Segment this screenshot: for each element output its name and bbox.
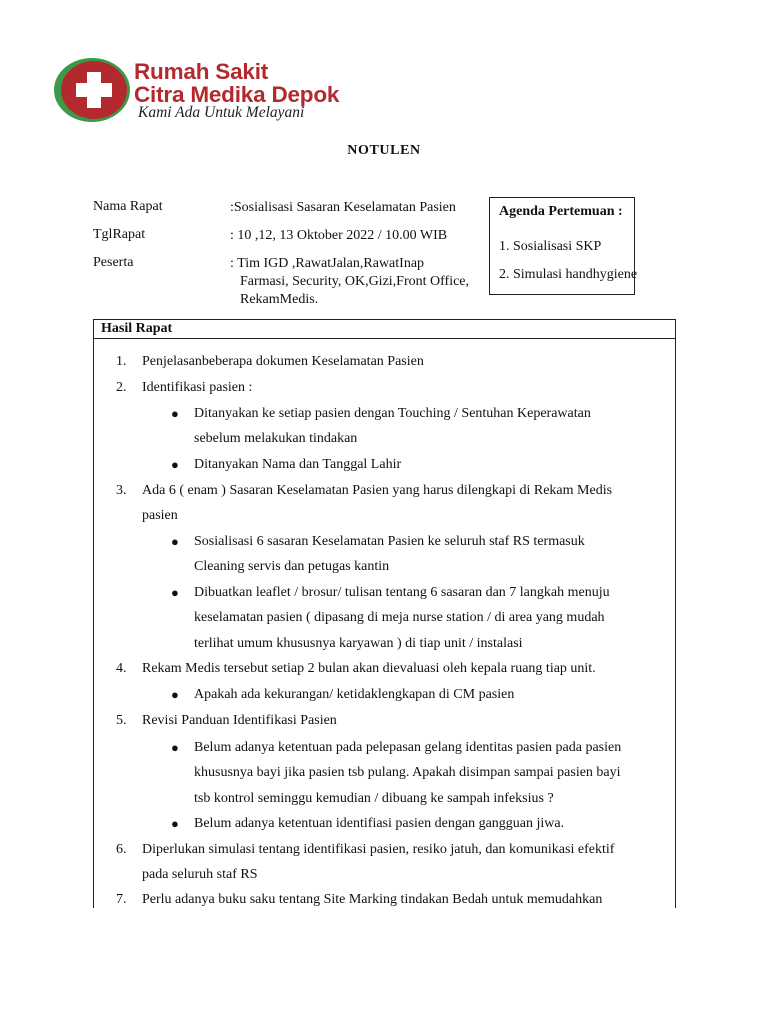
- agenda-box: [489, 197, 638, 295]
- list-item: Rekam Medis tersebut setiap 2 bulan akan dievaluasi oleh kepala ruang tiap unit.: [142, 661, 596, 676]
- tgl-rapat-value: : 10 ,12, 13 Oktober 2022 / 10.00 WIB: [230, 228, 448, 243]
- peserta-value-line2: Farmasi, Security, OK,Gizi,Front Office,: [240, 274, 470, 289]
- red-cross-icon: [52, 56, 132, 124]
- sub-item: Ditanyakan Nama dan Tanggal Lahir: [194, 457, 402, 472]
- document-title: NOTULEN: [347, 143, 421, 158]
- hospital-tagline: Kami Ada Untuk Melayani: [138, 104, 305, 121]
- sub-item: Sosialisasi 6 sasaran Keselamatan Pasien ke seluruh staf RS termasuk: [194, 534, 585, 549]
- hospital-logo: [52, 54, 372, 126]
- sub-item: Belum adanya ketentuan identifiasi pasien dengan gangguan jiwa.: [194, 816, 565, 831]
- peserta-value-line3: RekamMedis.: [240, 292, 319, 307]
- sub-item: terlihat umum khususnya karyawan ) di tiap unit / instalasi: [194, 636, 523, 651]
- list-number: 1.: [116, 354, 127, 369]
- sub-item: Belum adanya ketentuan pada pelepasan gelang identitas pasien pada pasien: [194, 740, 622, 755]
- hospital-name-line2: Citra Medika Depok: [134, 82, 340, 107]
- sub-item: Apakah ada kekurangan/ ketidaklengkapan di CM pasien: [194, 687, 515, 702]
- bullet-icon: ●: [171, 457, 179, 472]
- sub-item: khususnya bayi jika pasien tsb pulang. Apakah disimpan sampai pasien bayi: [194, 765, 621, 780]
- peserta-label: Peserta: [93, 255, 134, 270]
- list-number: 6.: [116, 842, 127, 857]
- list-item: Identifikasi pasien :: [142, 380, 253, 395]
- list-item: pada seluruh staf RS: [142, 867, 258, 882]
- agenda-title: Agenda Pertemuan :: [499, 204, 623, 219]
- peserta-value-line1: : Tim IGD ,RawatJalan,RawatInap: [230, 256, 425, 271]
- list-item: Ada 6 ( enam ) Sasaran Keselamatan Pasien yang harus dilengkapi di Rekam Medis: [142, 483, 613, 498]
- list-number: 4.: [116, 661, 127, 676]
- bullet-icon: ●: [171, 534, 179, 549]
- nama-rapat-value: :Sosialisasi Sasaran Keselamatan Pasien: [230, 200, 456, 215]
- hospital-name-line1: Rumah Sakit: [134, 59, 269, 84]
- sub-item: keselamatan pasien ( dipasang di meja nurse station / di area yang mudah: [194, 610, 605, 625]
- tgl-rapat-label: TglRapat: [93, 227, 146, 242]
- hasil-rapat-box: [93, 319, 676, 908]
- list-item: Revisi Panduan Identifikasi Pasien: [142, 713, 337, 728]
- bullet-icon: ●: [171, 816, 179, 831]
- sub-item: tsb kontrol seminggu kemudian / dibuang ke sampah infeksius ?: [194, 791, 554, 806]
- agenda-item: 1. Sosialisasi SKP: [499, 239, 602, 254]
- sub-item: Cleaning servis dan petugas kantin: [194, 559, 390, 574]
- list-number: 5.: [116, 713, 127, 728]
- agenda-item: 2. Simulasi handhygiene: [499, 267, 638, 282]
- sub-item: sebelum melakukan tindakan: [194, 431, 358, 446]
- list-item: Diperlukan simulasi tentang identifikasi pasien, resiko jatuh, dan komunikasi efektif: [142, 842, 615, 857]
- bullet-icon: ●: [171, 585, 179, 600]
- list-item: Penjelasanbeberapa dokumen Keselamatan Pasien: [142, 354, 424, 369]
- bullet-icon: ●: [171, 406, 179, 421]
- list-number: 2.: [116, 380, 127, 395]
- hospital-name: [134, 60, 339, 106]
- hasil-rapat-header: Hasil Rapat: [94, 320, 675, 339]
- list-number: 7.: [116, 892, 127, 907]
- sub-item: Ditanyakan ke setiap pasien dengan Touching / Sentuhan Keperawatan: [194, 406, 591, 421]
- bullet-icon: ●: [171, 687, 179, 702]
- list-number: 3.: [116, 483, 127, 498]
- list-item: Perlu adanya buku saku tentang Site Marking tindakan Bedah untuk memudahkan: [142, 892, 603, 907]
- bullet-icon: ●: [171, 740, 179, 755]
- nama-rapat-label: Nama Rapat: [93, 199, 163, 214]
- list-item: pasien: [142, 508, 178, 523]
- sub-item: Dibuatkan leaflet / brosur/ tulisan tentang 6 sasaran dan 7 langkah menuju: [194, 585, 610, 600]
